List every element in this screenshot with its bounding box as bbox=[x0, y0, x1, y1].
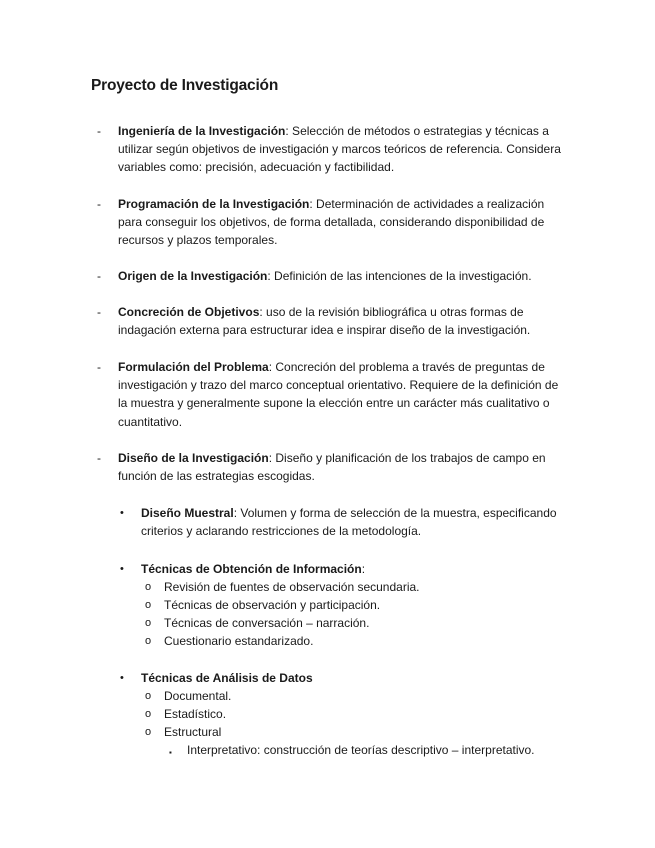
paragraph bbox=[141, 504, 561, 540]
definition: : uso de la revisión bibliográfica u otras formas de indagación externa para estructurar idea e inspirar diseño de la investigación. bbox=[118, 305, 531, 338]
circle-marker: o bbox=[145, 690, 152, 702]
circle-marker: o bbox=[145, 708, 152, 720]
term: Diseño de la Investigación bbox=[118, 451, 269, 465]
definition: : Diseño y planificación de los trabajos de campo en función de las estrategias escogidas. bbox=[118, 451, 546, 484]
square-marker: ▪ bbox=[169, 748, 172, 757]
paragraph bbox=[118, 303, 566, 339]
sub-item-text: Técnicas de observación y participación. bbox=[164, 598, 381, 612]
paragraph bbox=[118, 195, 566, 250]
circle-marker: o bbox=[145, 599, 152, 611]
dash-marker: - bbox=[97, 197, 101, 211]
bullet-marker: • bbox=[120, 672, 124, 684]
definition: : Determinación de actividades a realización para conseguir los objetivos, de forma detallada, considerando disponibilidad de recursos y plazos temporales. bbox=[118, 197, 545, 248]
sub-item-text: Cuestionario estandarizado. bbox=[164, 634, 314, 648]
circle-marker: o bbox=[145, 635, 152, 647]
term: Diseño Muestral bbox=[141, 506, 234, 520]
paragraph bbox=[118, 122, 566, 177]
term: Ingeniería de la Investigación bbox=[118, 124, 286, 138]
term: Formulación del Problema bbox=[118, 360, 269, 374]
term: Técnicas de Obtención de Información bbox=[141, 562, 362, 576]
circle-marker: o bbox=[145, 581, 152, 593]
definition: : Selección de métodos o estrategias y técnicas a utilizar según objetivos de investigación y marcos teóricos de referencia. Considera variables como: precisión, adecuación y factibilidad. bbox=[118, 124, 561, 175]
paragraph bbox=[118, 358, 566, 431]
sub-item-text: Técnicas de conversación – narración. bbox=[164, 616, 370, 630]
dash-marker: - bbox=[97, 305, 101, 319]
sub-item-text: Revisión de fuentes de observación secundaria. bbox=[164, 580, 420, 594]
dash-marker: - bbox=[97, 124, 101, 138]
definition: : Definición de las intenciones de la investigación. bbox=[267, 269, 532, 283]
sub-sub-item-text: Interpretativo: construcción de teorías descriptivo – interpretativo. bbox=[187, 743, 535, 757]
page-title: Proyecto de Investigación bbox=[91, 77, 279, 94]
definition: : Concreción del problema a través de preguntas de investigación y trazo del marco conceptual orientativo. Requiere de la definición de la muestra y generalmente supone la elección entre un carácter más cualitativo o cuantitativo. bbox=[118, 360, 559, 429]
paragraph bbox=[118, 267, 566, 285]
sub-item-text: Documental. bbox=[164, 689, 232, 703]
term: Técnicas de Análisis de Datos bbox=[141, 671, 313, 685]
paragraph bbox=[141, 669, 561, 687]
circle-marker: o bbox=[145, 617, 152, 629]
circle-marker: o bbox=[145, 726, 152, 738]
term: Programación de la Investigación bbox=[118, 197, 310, 211]
sub-item-text: Estructural bbox=[164, 725, 222, 739]
dash-marker: - bbox=[97, 360, 101, 374]
dash-marker: - bbox=[97, 269, 101, 283]
paragraph bbox=[118, 449, 566, 485]
bullet-marker: • bbox=[120, 507, 124, 519]
paragraph bbox=[141, 560, 561, 578]
term: Concreción de Objetivos bbox=[118, 305, 260, 319]
dash-marker: - bbox=[97, 451, 101, 465]
sub-item-text: Estadístico. bbox=[164, 707, 227, 721]
bullet-marker: • bbox=[120, 563, 124, 575]
definition: : Volumen y forma de selección de la muestra, especificando criterios y aclarando restricciones de la metodología. bbox=[141, 506, 557, 539]
definition: : bbox=[361, 562, 366, 576]
term: Origen de la Investigación bbox=[118, 269, 268, 283]
